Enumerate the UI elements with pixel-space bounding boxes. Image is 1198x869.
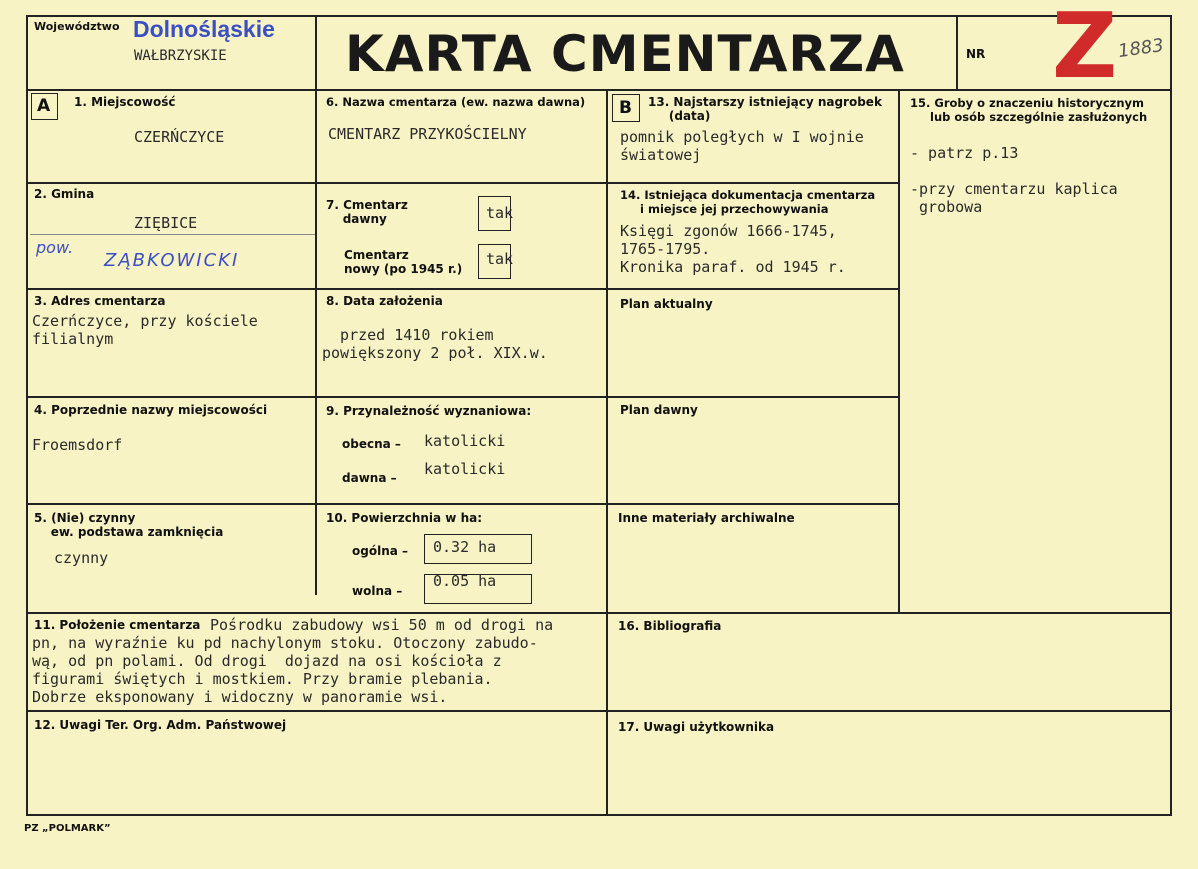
plan-former-label: Plan dawny (620, 403, 698, 417)
field-5-value: czynny (54, 549, 109, 567)
header-sep-2 (956, 15, 958, 90)
field-5-label: 5. (Nie) czynny ew. podstawa zamknięcia (34, 511, 224, 539)
field-10-label: 10. Powierzchnia w ha: (326, 511, 483, 525)
field-11-value: pn, na wyraźnie ku pd nachylonym stoku. Otoczony zabudo- wą, od pn polami. Od drogi dojazd na osi kościoła z figurami świętych i mostkiem. Przy bramie plebania. Dobrze eksponowany i widoczny w panoramie wsi. (32, 634, 538, 706)
field-9-former-value: katolicki (424, 460, 506, 478)
field-2-hw-value: ZĄBKOWICKI (104, 250, 240, 271)
field-11-label: 11. Położenie cmentarza (34, 618, 201, 632)
bottom-line (26, 814, 1172, 816)
mid-row-line-4 (606, 503, 900, 505)
card-title: KARTA CMENTARZA (345, 25, 905, 83)
nr-label: NR (966, 47, 986, 61)
field-3-value: Czerńczyce, przy kościele filialnym (32, 312, 258, 348)
header-bottom-line (26, 89, 1171, 91)
field-16-label: 16. Bibliografia (618, 619, 722, 633)
field-9-label: 9. Przynależność wyznaniowa: (326, 404, 532, 418)
row-line-5 (26, 612, 1172, 614)
field-15-label: 15. Groby o znaczeniu historycznym lub osób szczególnie zasłużonych (910, 96, 1148, 124)
mid-row-line-2 (606, 288, 900, 290)
col-sep-2 (606, 89, 608, 815)
nr-mark: Z (1052, 0, 1118, 99)
header-left-line (26, 15, 28, 815)
section-b-letter: B (619, 98, 632, 118)
field-7-nowy-value: tak (486, 250, 514, 268)
mid-row-line-1 (606, 182, 900, 184)
field-10-total-value: 0.32 ha (433, 538, 497, 556)
field-1-value: CZERŃCZYCE (134, 128, 225, 146)
field-1-label: 1. Miejscowość (74, 95, 176, 109)
field-10-total-label: ogólna – (352, 544, 409, 558)
field-7-dawny-value: tak (486, 204, 514, 222)
field-14-label: 14. Istniejąca dokumentacja cmentarza i miejsce jej przechowywania (620, 188, 876, 216)
header-sep-1 (315, 15, 317, 595)
field-2-hw-prefix: pow. (36, 238, 74, 257)
printer-mark: PZ „POLMARK” (24, 823, 111, 834)
nr-number: 1883 (1116, 34, 1166, 63)
section-a-letter: A (37, 96, 51, 116)
field-14-value: Księgi zgonów 1666-1745, 1765-1795. Kronika paraf. od 1945 r. (620, 222, 846, 276)
field-2-underline (30, 234, 315, 235)
field-7-nowy-label: Cmentarz nowy (po 1945 r.) (344, 248, 463, 276)
row-line-6 (26, 710, 1172, 712)
field-15-value: - patrz p.13 -przy cmentarzu kaplica grobowa (910, 144, 1118, 216)
field-2-label: 2. Gmina (34, 187, 95, 201)
plan-current-label: Plan aktualny (620, 297, 713, 311)
row-line-4 (26, 503, 608, 505)
field-2-value: ZIĘBICE (134, 214, 198, 232)
col-sep-3 (898, 89, 900, 614)
field-8-value: przed 1410 rokiem powiększony 2 poł. XIX.w. (322, 326, 548, 362)
field-9-current-value: katolicki (424, 432, 506, 450)
field-6-label: 6. Nazwa cmentarza (ew. nazwa dawna) (326, 95, 586, 109)
field-11-first-line: Pośrodku zabudowy wsi 50 m od drogi na (210, 616, 554, 634)
row-line-1 (26, 182, 608, 184)
field-13-value: pomnik poległych w I wojnie światowej (620, 128, 864, 164)
field-10-free-label: wolna – (352, 584, 403, 598)
field-13-label: 13. Najstarszy istniejący nagrobek (data) (648, 95, 882, 123)
field-9-current-label: obecna – (342, 437, 401, 451)
row-line-2 (26, 288, 608, 290)
field-7-label: 7. Cmentarz dawny (326, 198, 408, 226)
mid-row-line-3 (606, 396, 900, 398)
archives-label: Inne materiały archiwalne (618, 511, 795, 525)
field-10-free-value: 0.05 ha (433, 572, 497, 590)
voivodeship-label: Województwo (34, 20, 120, 33)
field-17-label: 17. Uwagi użytkownika (618, 720, 775, 734)
field-4-label: 4. Poprzednie nazwy miejscowości (34, 403, 268, 417)
field-8-label: 8. Data założenia (326, 294, 443, 308)
field-6-value: CMENTARZ PRZYKOŚCIELNY (328, 125, 527, 143)
row-line-3 (26, 396, 608, 398)
field-12-label: 12. Uwagi Ter. Org. Adm. Państwowej (34, 718, 287, 732)
voivodeship-typed: WAŁBRZYSKIE (134, 48, 227, 64)
field-4-value: Froemsdorf (32, 436, 123, 454)
voivodeship-stamp: Dolnośląskie (133, 16, 275, 42)
field-9-former-label: dawna – (342, 471, 397, 485)
field-3-label: 3. Adres cmentarza (34, 294, 166, 308)
right-border-line (1170, 15, 1172, 815)
